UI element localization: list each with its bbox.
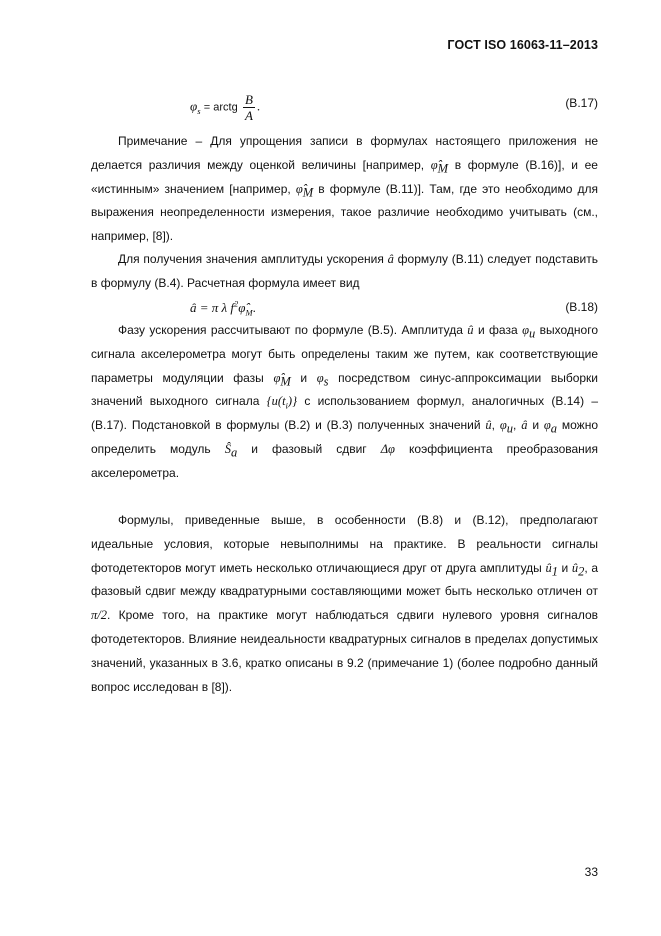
page-header: ГОСТ ISO 16063-11–2013 [447, 38, 598, 52]
amplitude-paragraph: Для получения значения амплитуды ускорения â формулу (В.11) следует подставить в формулу (В.4). Расчетная формула имеет вид [91, 252, 598, 290]
idealization-paragraph: Формулы, приведенные выше, в особенности (В.8) и (В.12), предполагают идеальные условия, которые невыполнимы на практике. В реальности сигналы фотодетекторов могут иметь несколько отличающиеся друг от друга амплитуды $û_1$ и $û_2$, а фазовый сдвиг между квадратурными составляющими может быть несколько отличен от π/2. Кроме того, на практике могут наблюдаться сдвиги нулевого уровня сигналов фотодетекторов. Влияние неидеальности квадратурных сигналов в пределах допустимых значений, указанных в 3.6, кратко описаны в 9.2 (примечание 1) (более подробно данный вопрос исследован в [8]). [91, 513, 599, 694]
formula-b17 [91, 88, 598, 128]
formula-b17-number: (В.17) [565, 96, 598, 110]
note-label: Примечание [118, 134, 188, 148]
output-signal-sequence: $\{u(t_i)\}$ [266, 394, 298, 411]
fraction-b-over-a: $\frac{B}{A}$ [244, 92, 253, 123]
formula-b17-expression: $\varphi_s$ = arctg $\frac{B}{A}$ . [190, 92, 261, 123]
page-number: 33 [584, 865, 598, 879]
formula-b18-number: (В.18) [565, 300, 598, 314]
formula-b18-expression: â = π λ $f^2\varphî_M$. [190, 298, 256, 318]
note-paragraph: Примечание – Для упрощения записи в формулах настоящего приложения не делается различия между оценкой величины [например, $\varphî_M$ в формуле (В.16)], и ее «истинным» значением [например, $\varphî_M$ в формуле (В.11)]. Там, где это необходимо для выражения неопределенности измерения, такое различие необходимо учитывать (см., например, [8]). [91, 134, 598, 244]
phase-paragraph: Фазу ускорения рассчитывают по формуле (В.5). Амплитуда û и фаза $\varphi_u$ выходного сигнала акселерометра могут быть определены таким же путем, как соответствующие параметры модуляции фазы $\varphî_M$ и $\varphi_s$ посредством синус-аппроксимации выборки значений выходного сигнала $\{u(t_i)\}$ с использованием формул, аналогичных (В.14) – (В.17). Подстановкой в формулы (В.2) и (В.3) полученных значений û, $\varphi_u$, â и $\varphi_a$ можно определить модуль $Ŝ_a$ и фазовый сдвиг Δφ коэффициента преобразования акселерометра. [91, 323, 599, 480]
